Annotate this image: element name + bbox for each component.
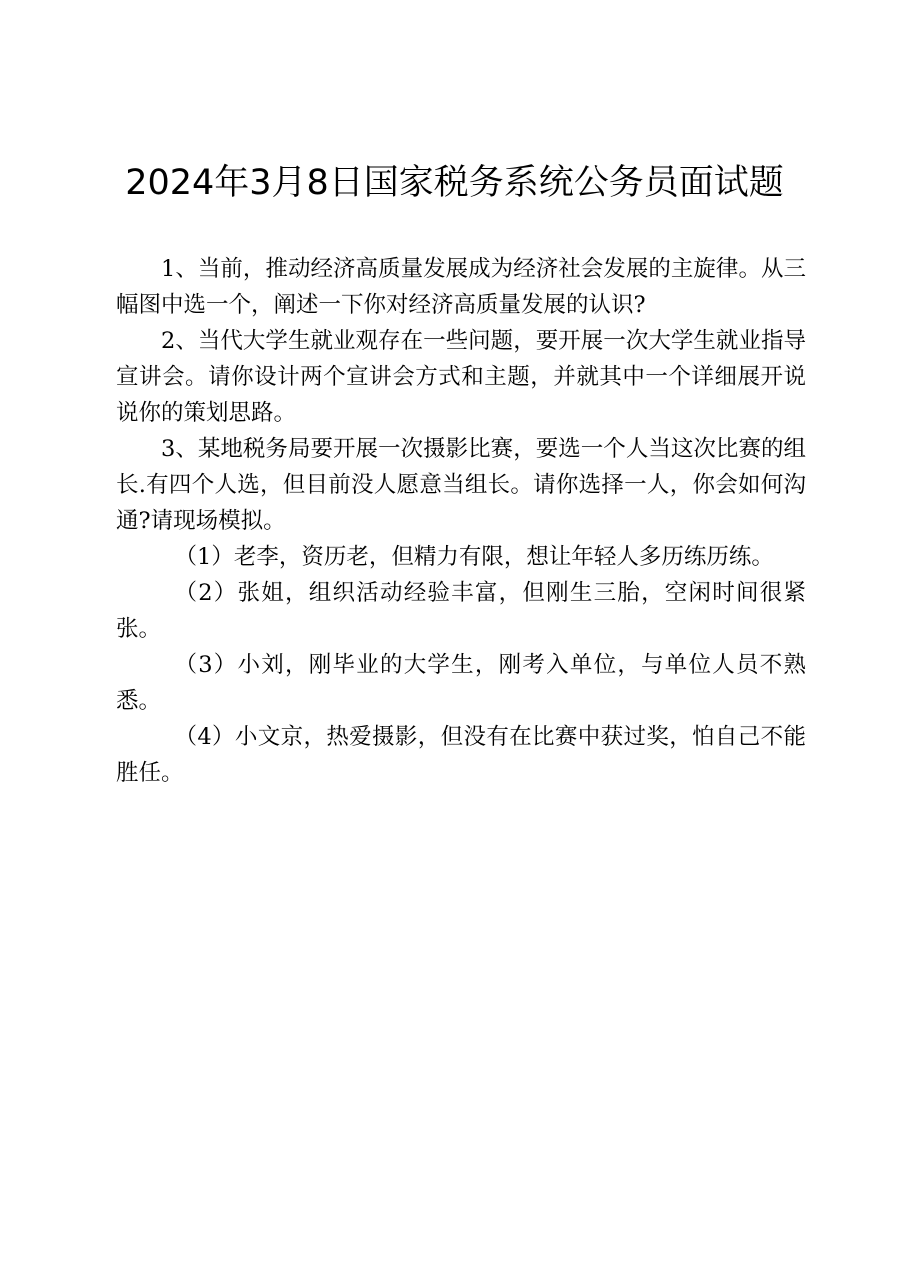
document-title: 2024年3月8日国家税务系统公务员面试题 — [125, 163, 784, 203]
candidate-option-1: （1）老李，资历老，但精力有限，想让年轻人多历练历练。 — [174, 544, 774, 570]
question-1: 1、当前，推动经济高质量发展成为经济社会发展的主旋律。从三幅图中选一个，阐述一下你对经济高质量发展的认识? — [116, 256, 806, 318]
question-2: 2、当代大学生就业观存在一些问题，要开展一次大学生就业指导宣讲会。请你设计两个宣讲会方式和主题，并就其中一个详细展开说说你的策划思路。 — [116, 328, 806, 426]
candidate-option-3: （3）小刘，刚毕业的大学生，刚考入单位，与单位人员不熟悉。 — [116, 652, 806, 714]
document-body — [116, 251, 806, 791]
candidate-option-4: （4）小文京，热爱摄影，但没有在比赛中获过奖，怕自己不能胜任。 — [116, 724, 806, 786]
question-3: 3、某地税务局要开展一次摄影比赛，要选一个人当这次比赛的组长.有四个人选，但目前没人愿意当组长。请你选择一人，你会如何沟通?请现场模拟。 — [116, 436, 806, 534]
candidate-option-2: （2）张姐，组织活动经验丰富，但刚生三胎，空闲时间很紧张。 — [116, 580, 806, 642]
